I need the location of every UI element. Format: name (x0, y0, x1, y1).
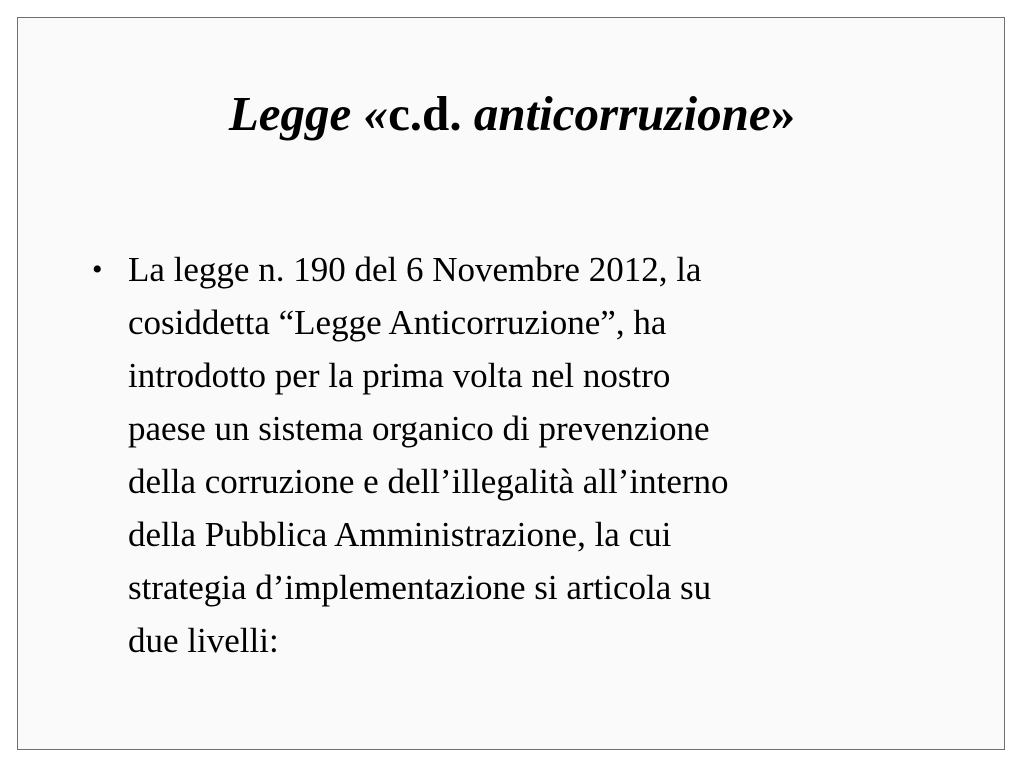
slide (17, 17, 1005, 750)
title-part-anticorruzione: anticorruzione (473, 86, 771, 141)
bullet-line-4: paese un sistema organico di prevenzione (128, 409, 710, 448)
title-part-cd: c.d. (388, 86, 474, 141)
slide-title (18, 84, 1006, 144)
bullet-line-6: della Pubblica Amministrazione, la cui (128, 515, 672, 554)
bullet-line-2: cosiddetta “Legge Anticorruzione”, ha (128, 303, 667, 342)
title-part-close-quote: » (770, 86, 796, 141)
bullet-marker: • (92, 253, 103, 286)
bullet-line-5: della corruzione e dell’illegalità all’interno (128, 462, 729, 501)
bullet-item (86, 243, 926, 667)
bullet-text (128, 243, 729, 667)
bullet-line-3: introdotto per la prima volta nel nostro (128, 356, 671, 395)
bullet-line-8: due livelli: (128, 621, 279, 660)
bullet-line-1: La legge n. 190 del 6 Novembre 2012, la (128, 250, 702, 289)
bullet-line-7: strategia d’implementazione si articola su (128, 568, 712, 607)
title-part-legge: Legge « (228, 86, 389, 141)
slide-body (86, 243, 926, 667)
